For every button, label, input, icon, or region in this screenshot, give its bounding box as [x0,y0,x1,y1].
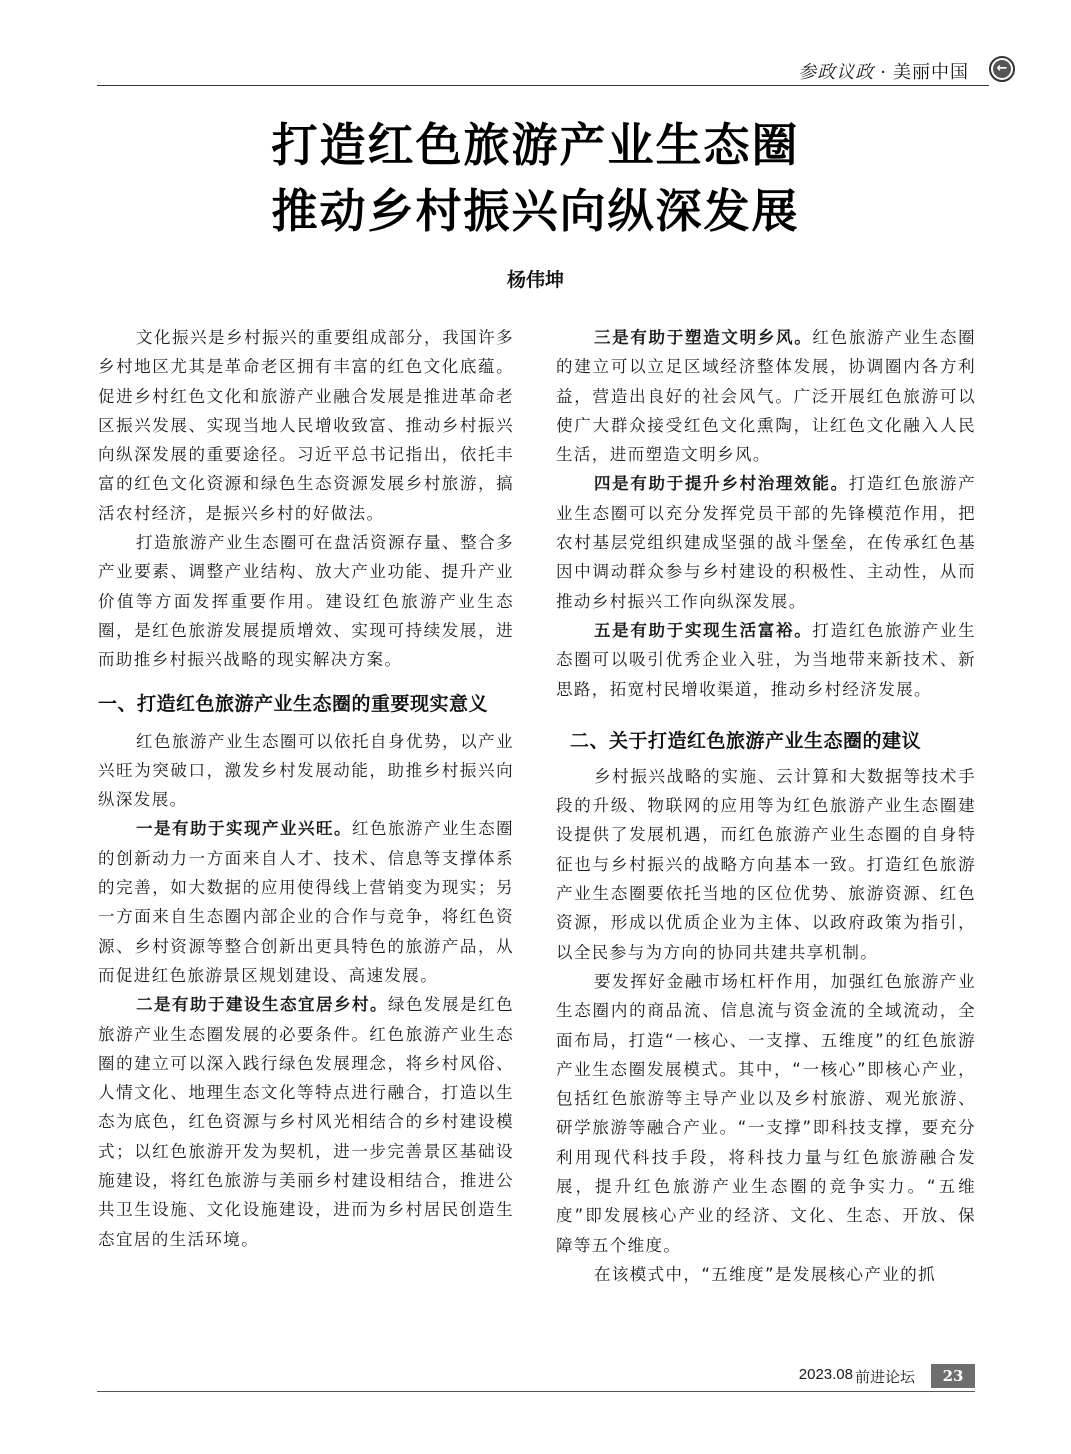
author-name: 杨伟坤 [506,269,564,291]
point-2-text: 绿色发展是红色旅游产业生态圈发展的必要条件。红色旅游产业生态圈的建立可以深入践行绿色发展理念，将乡村风俗、人情文化、地理生态文化等特点进行融合，打造以生态为底色，红色资源与乡村风光相结合的乡村建设模式；以红色旅游开发为契机，进一步完善景区基础设施建设，将红色旅游与美丽乡村建设相结合，推进公共卫生设施、文化设施建设，进而为乡村居民创造生态宜居的生活环境。 [98,995,514,1249]
column-name: 参政议政 [798,62,875,83]
point-3-lead: 三是有助于塑造文明乡风。 [593,328,813,347]
title-line-2: 推动乡村振兴向纵深发展 [271,184,800,238]
intro-paragraph-2: 打造旅游产业生态圈可在盘活资源存量、整合多产业要素、调整产业结构、放大产业功能、提升产业价值等方面发挥重要作用。建设红色旅游产业生态圈，是红色旅游发展提质增效、实现可持续发展，进而助推乡村振兴战略的现实解决方案。 [98,533,514,670]
circle-arrow-left-icon: ← [989,56,1015,82]
point-1-lead: 一是有助于实现产业兴旺。 [135,819,353,839]
title-line-1: 打造红色旅游产业生态圈 [271,118,800,172]
section-1-heading: 一、打造红色旅游产业生态圈的重要现实意义 [98,692,489,715]
point-5-paragraph [556,616,976,704]
section-2-paragraph-2: 要发挥好金融市场杠杆作用，加强红色旅游产业生态圈内的商品流、信息流与资金流的全域流动，全面布局，打造“一核心、一支撑、五维度”的红色旅游产业生态圈发展模式。其中，“一核心”即核心产业，包括红色旅游等主导产业以及乡村旅游、观光旅游、研学旅游等融合产业。“一支撑”即科技支撑，要充分利用现代科技手段，将科技力量与红色旅游融合发展，提升红色旅游产业生态圈的竞争实力。“五维度”即发展核心产业的经济、文化、生态、开放、保障等五个维度。 [556,971,976,1255]
point-2-paragraph [98,990,514,1254]
point-3-paragraph [556,323,976,469]
point-3-text: 红色旅游产业生态圈的建立可以立足区域经济整体发展，协调圈内各方利益，营造出良好的社会风气。广泛开展红色旅游可以使广大群众接受红色文化熏陶，让红色文化融入人民生活，进而塑造文明乡风。 [556,328,976,465]
section-2-paragraph-1: 乡村振兴战略的实施、云计算和大数据等技术手段的升级、物联网的应用等为红色旅游产业生态圈建设提供了发展机遇，而红色旅游产业生态圈的自身特征也与乡村振兴的战略方向基本一致。打造红色旅游产业生态圈要依托当地的区位优势、旅游资源、红色资源，形成以优质企业为主体、以政府政策为指引，以全民参与为方向的协同共建共享机制。 [556,766,976,962]
point-5-lead: 五是有助于实现生活富裕。 [593,620,813,640]
article-title [0,112,1071,244]
point-1-text: 红色旅游产业生态圈的创新动力一方面来自人才、技术、信息等支撑体系的完善，如大数据的应用使得线上营销变为现实；另一方面来自生态圈内部企业的合作与竞争，将红色资源、乡村资源等整合创新出更具特色的旅游产品，从而促进红色旅游景区规划建设、高速发展。 [98,819,514,985]
section-name: 美丽中国 [893,62,969,83]
running-header [97,56,1017,86]
header-text [798,58,969,84]
point-5-text: 打造红色旅游产业生态圈可以吸引优秀企业入驻，为当地带来新技术、新思路，拓宽村民增收渠道，推动乡村经济发展。 [556,620,976,699]
point-1-paragraph [98,814,514,990]
issue-date: 2023.08 [798,1366,853,1383]
header-separator: · [880,62,887,83]
page-number: 23 [931,1364,975,1388]
section-2-heading: 二、关于打造红色旅游产业生态圈的建议 [570,729,922,752]
point-4-text: 打造红色旅游产业生态圈可以充分发挥党员干部的先锋模范作用，把农村基层党组织建成坚强的战斗堡垒，在传承红色基因中调动群众参与乡村建设的积极性、主动性，从而推动乡村振兴工作向纵深发展。 [556,474,976,611]
section-1-paragraph: 红色旅游产业生态圈可以依托自身优势，以产业兴旺为突破口，激发乡村发展动能，助推乡村振兴向纵深发展。 [98,731,514,810]
header-rule [97,85,989,86]
point-2-lead: 二是有助于建设生态宜居乡村。 [135,995,389,1015]
footer-rule [97,1391,975,1392]
section-2-paragraph-3: 在该模式中，“五维度”是发展核心产业的抓 [593,1264,937,1284]
point-4-lead: 四是有助于提升乡村治理效能。 [593,474,849,494]
page-footer [97,1366,975,1390]
point-4-paragraph [556,469,976,615]
right-column [556,323,976,1289]
journal-name: 前进论坛 [854,1368,915,1386]
left-column [98,323,514,1254]
intro-paragraph-1: 文化振兴是乡村振兴的重要组成部分，我国许多乡村地区尤其是革命老区拥有丰富的红色文化底蕴。促进乡村红色文化和旅游产业融合发展是推进革命老区振兴发展、实现当地人民增收致富、推动乡村振兴向纵深发展的重要途径。习近平总书记指出，依托丰富的红色文化资源和绿色生态资源发展乡村旅游，搞活农村经济，是振兴乡村的好做法。 [98,328,514,523]
